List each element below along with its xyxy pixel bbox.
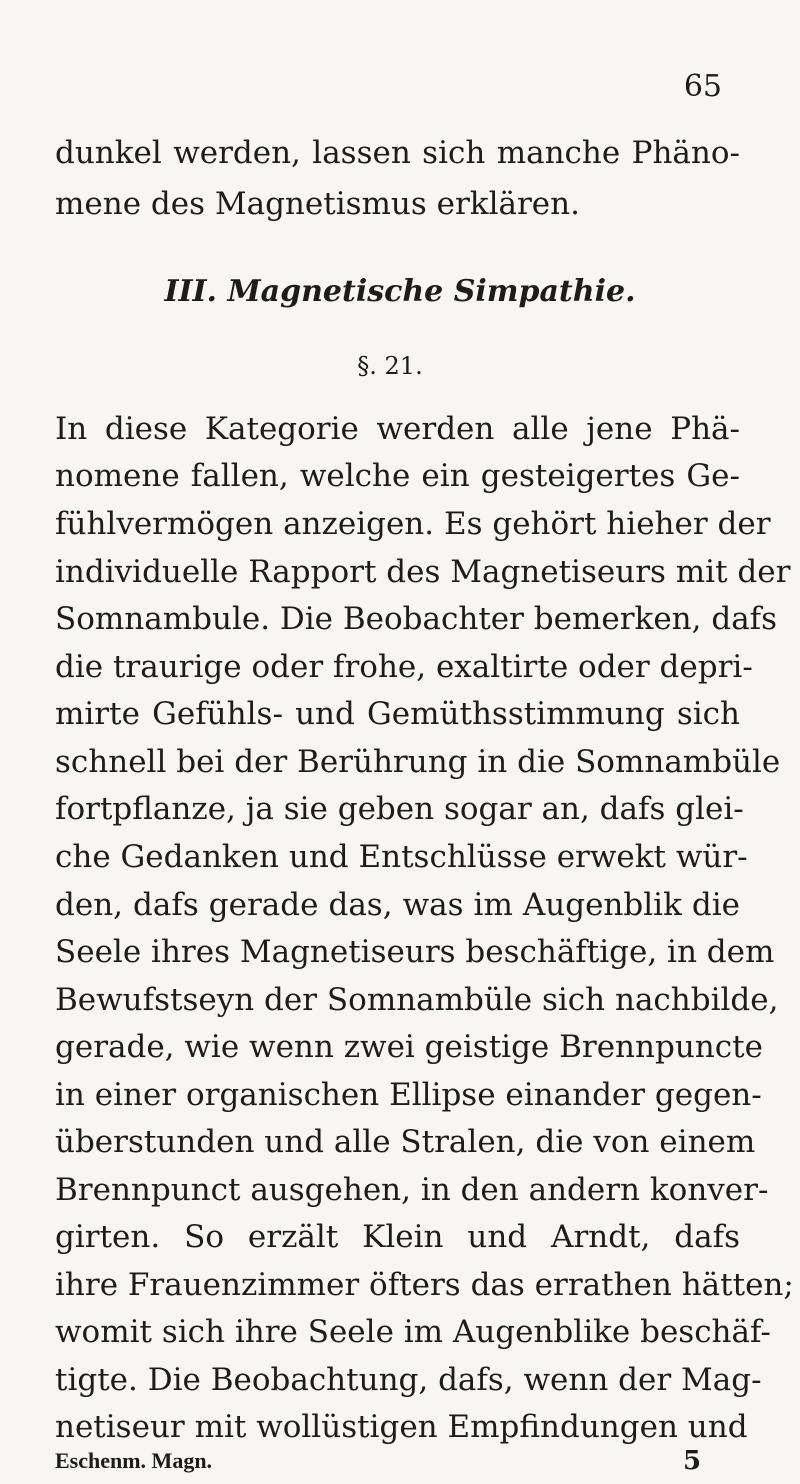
paragraph-line: in einer organischen Ellipse einander gegen- — [55, 1077, 762, 1113]
paragraph-line: In diese Kategorie werden alle jene Phä- — [55, 411, 740, 447]
paragraph-line: netiseur mit wollüstigen Empfindungen und — [55, 1409, 748, 1445]
paragraph-line: che Gedanken und Entschlüsse erwekt wür- — [55, 839, 748, 875]
paragraph-line: womit sich ihre Seele im Augenblike beschäf- — [55, 1314, 771, 1350]
paragraph-line: die traurige oder frohe, exaltirte oder depri- — [55, 649, 753, 685]
paragraph-line: fortpflanze, ja sie geben sogar an, dafs glei- — [55, 791, 744, 827]
paragraph-line: mirte Gefühls- und Gemüthsstimmung sich — [55, 696, 740, 732]
page-number: 65 — [683, 69, 722, 104]
paragraph-line: Brennpunct ausgehen, in den andern konver- — [55, 1172, 769, 1208]
paragraph-line: überstunden und alle Stralen, die von einem — [55, 1124, 756, 1160]
paragraph-line: schnell bei der Berührung in die Somnambüle — [55, 744, 781, 780]
section-number: §. 21. — [357, 352, 423, 380]
text-line-2: mene des Magnetismus erklären. — [55, 186, 580, 222]
section-heading: III. Magnetische Simpathie. — [164, 274, 636, 309]
paragraph-line: girten. So erzält Klein und Arndt, dafs — [55, 1219, 740, 1255]
paragraph-line: nomene fallen, welche ein gesteigertes Ge- — [55, 458, 740, 494]
paragraph-line: Bewufstseyn der Somnambüle sich nachbilde, — [55, 982, 779, 1018]
paragraph-line: individuelle Rapport des Magnetiseurs mit der — [55, 554, 791, 590]
paragraph-line: ihre Frauenzimmer öfters das errathen hätten; — [55, 1267, 794, 1303]
paragraph-line: fühlvermögen anzeigen. Es gehört hieher der — [55, 506, 771, 542]
text-line-1: dunkel werden, lassen sich manche Phäno- — [55, 135, 740, 171]
signature-mark: Eschenm. Magn. — [55, 1448, 213, 1473]
paragraph-line: tigte. Die Beobachtung, dafs, wenn der Mag- — [55, 1362, 762, 1398]
paragraph-line: gerade, wie wenn zwei geistige Brennpuncte — [55, 1029, 763, 1065]
paragraph-line: Somnambule. Die Beobachter bemerken, dafs — [55, 601, 778, 637]
paragraph-line: Seele ihres Magnetiseurs beschäftige, in dem — [55, 934, 775, 970]
gathering-number: 5 — [683, 1446, 702, 1476]
paragraph-line: den, dafs gerade das, was im Augenblik die — [55, 887, 740, 923]
